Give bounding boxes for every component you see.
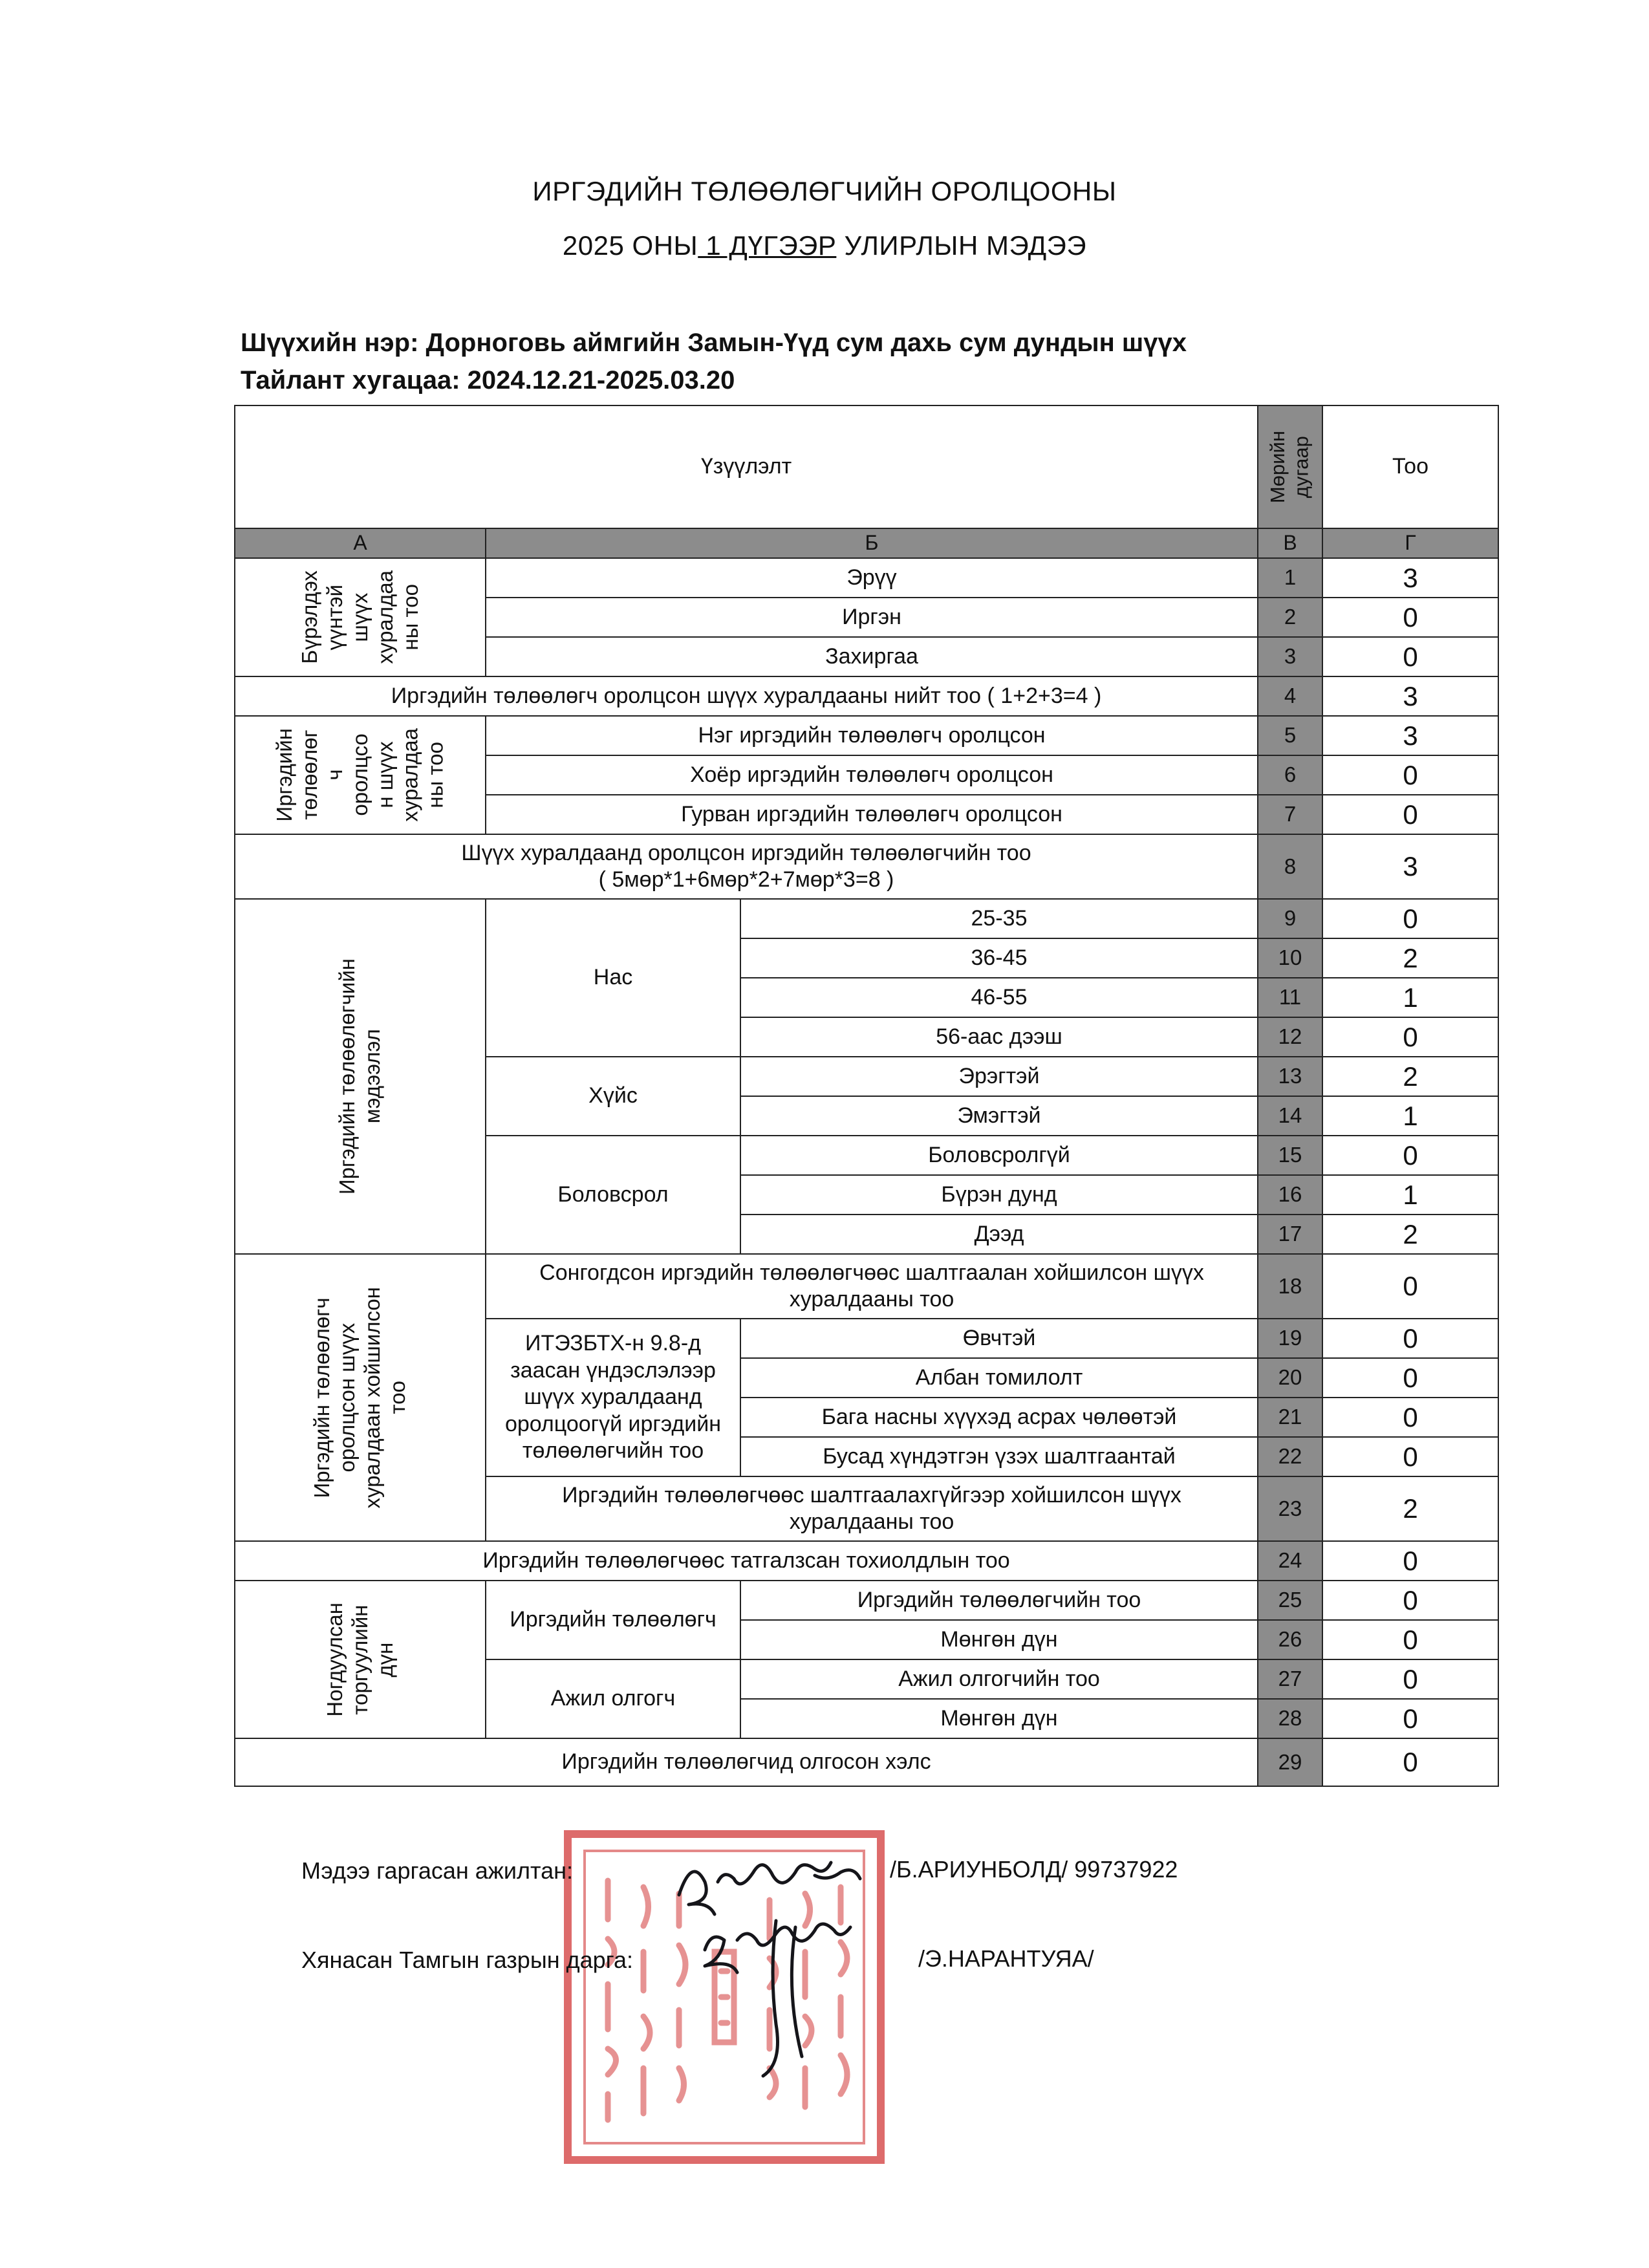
row-label: Иргэдийн төлөөлөгчөөс шалтгаалахгүйгээр хойшилсон шүүх хуралдааны тоо	[486, 1476, 1258, 1541]
row-number: 26	[1258, 1620, 1322, 1659]
row-value: 2	[1322, 1476, 1498, 1541]
row-value: 0	[1322, 795, 1498, 834]
row-label: Бүрэн дунд	[740, 1175, 1258, 1215]
row-value: 0	[1322, 1738, 1498, 1786]
group-participated: Иргэдийн төлөөлөг ч оролцсо н шүүх хуралдаа ны тоо	[235, 716, 486, 834]
row-label: Иргэдийн төлөөлөгч оролцсон шүүх хуралдааны нийт тоо ( 1+2+3=4 )	[235, 676, 1258, 716]
table-row	[235, 1738, 1498, 1786]
table-row	[235, 1254, 1498, 1319]
checked-by-name: /Э.НАРАНТУЯА/	[918, 1945, 1094, 1972]
row-number: 16	[1258, 1175, 1322, 1215]
row-value: 2	[1322, 1215, 1498, 1254]
row-label: Бага насны хүүхэд асрах чөлөөтэй	[740, 1398, 1258, 1437]
row-label: 36-45	[740, 938, 1258, 978]
row-number: 1	[1258, 558, 1322, 598]
row-value: 0	[1322, 1136, 1498, 1175]
table-row	[235, 899, 1498, 938]
row-number: 8	[1258, 834, 1322, 899]
row-number: 18	[1258, 1254, 1322, 1319]
row-label: Дээд	[740, 1215, 1258, 1254]
row-label: 56-аас дээш	[740, 1017, 1258, 1057]
table-row	[235, 1541, 1498, 1581]
row-label: Өвчтэй	[740, 1319, 1258, 1358]
row-value: 0	[1322, 1319, 1498, 1358]
row-value: 0	[1322, 755, 1498, 795]
table-row	[235, 558, 1498, 598]
row-number: 15	[1258, 1136, 1322, 1175]
row-number: 11	[1258, 978, 1322, 1017]
row-number: 19	[1258, 1319, 1322, 1358]
row-value: 0	[1322, 1659, 1498, 1699]
report-table	[234, 405, 1499, 1787]
row-number: 21	[1258, 1398, 1322, 1437]
row-number: 5	[1258, 716, 1322, 755]
education-label: Боловсрол	[486, 1136, 740, 1254]
row-number: 9	[1258, 899, 1322, 938]
row-value: 0	[1322, 1398, 1498, 1437]
row-label: Иргэдийн төлөөлөгчөөс татгалзсан тохиолдлын тоо	[235, 1541, 1258, 1581]
group-representative-info: Иргэдийн төлөөлөгчийн мэдээлэл	[235, 899, 486, 1254]
table-row	[235, 716, 1498, 755]
row-number: 28	[1258, 1699, 1322, 1738]
row-label: Иргэн	[486, 598, 1258, 637]
row-label: Гурван иргэдийн төлөөлөгч оролцсон	[486, 795, 1258, 834]
row-number: 27	[1258, 1659, 1322, 1699]
row-value: 2	[1322, 1057, 1498, 1096]
col-letter-g: Г	[1322, 528, 1498, 558]
row-label: Иргэдийн төлөөлөгчид олгосон хэлс	[235, 1738, 1258, 1786]
row-value: 0	[1322, 598, 1498, 637]
row-label: Эрүү	[486, 558, 1258, 598]
row-label: 25-35	[740, 899, 1258, 938]
employer-label: Ажил олгогч	[486, 1659, 740, 1738]
group-postponed: Иргэдийн төлөөлөгч оролцсон шүүх хуралдаан хойшилсон тоо	[235, 1254, 486, 1541]
row-number: 2	[1258, 598, 1322, 637]
row-value: 1	[1322, 1175, 1498, 1215]
group-composition: Бүрэлдэх үүнтэй шүүх хуралдаа ны тоо	[235, 558, 486, 676]
age-label: Нас	[486, 899, 740, 1057]
row-value: 0	[1322, 1620, 1498, 1659]
row-value: 0	[1322, 1017, 1498, 1057]
header-indicator: Үзүүлэлт	[235, 405, 1258, 528]
row-label: 46-55	[740, 978, 1258, 1017]
table-row	[235, 834, 1498, 899]
row-value: 0	[1322, 1699, 1498, 1738]
column-letters-row	[235, 528, 1498, 558]
row-number: 20	[1258, 1358, 1322, 1398]
row-label: Албан томилолт	[740, 1358, 1258, 1398]
title-year: 2025 ОНЫ	[562, 230, 698, 261]
row-label: Эмэгтэй	[740, 1096, 1258, 1136]
row-label: Ажил олгогчийн тоо	[740, 1659, 1258, 1699]
table-row	[235, 1581, 1498, 1620]
row-value: 1	[1322, 1096, 1498, 1136]
row-label: Иргэдийн төлөөлөгчийн тоо	[740, 1581, 1258, 1620]
row-number: 3	[1258, 637, 1322, 676]
row-number: 10	[1258, 938, 1322, 978]
row-number: 17	[1258, 1215, 1322, 1254]
row-label: Хоёр иргэдийн төлөөлөгч оролцсон	[486, 755, 1258, 795]
row-label: Нэг иргэдийн төлөөлөгч оролцсон	[486, 716, 1258, 755]
court-name: Шүүхийн нэр: Дорноговь аймгийн Замын-Үүд сум дахь сум дундын шүүх	[241, 329, 1187, 357]
header-row-number: Мөрийн дугаар	[1258, 405, 1322, 528]
row-number: 13	[1258, 1057, 1322, 1096]
report-title-line2	[0, 230, 1649, 261]
table-row	[235, 676, 1498, 716]
row-number: 14	[1258, 1096, 1322, 1136]
row-value: 3	[1322, 676, 1498, 716]
row-number: 12	[1258, 1017, 1322, 1057]
row-number: 4	[1258, 676, 1322, 716]
row-label: Эрэгтэй	[740, 1057, 1258, 1096]
row-number: 22	[1258, 1437, 1322, 1476]
header-count: Тоо	[1322, 405, 1498, 528]
row-label: Шүүх хуралдаанд оролцсон иргэдийн төлөөлөгчийн тоо ( 5мөр*1+6мөр*2+7мөр*3=8 )	[235, 834, 1258, 899]
row-value: 0	[1322, 637, 1498, 676]
row-number: 6	[1258, 755, 1322, 795]
report-title-line1: ИРГЭДИЙН ТӨЛӨӨЛӨГЧИЙН ОРОЛЦООНЫ	[532, 176, 1117, 206]
title-suffix: УЛИРЛЫН МЭДЭЭ	[836, 230, 1087, 261]
group-fines: Ногдуулсан торгуулийн дүн	[235, 1581, 486, 1738]
title-quarter: 1 ДҮГЭЭР	[698, 230, 837, 261]
row-value: 0	[1322, 1437, 1498, 1476]
prepared-by-name: /Б.АРИУНБОЛД/ 99737922	[890, 1856, 1178, 1883]
row-number: 23	[1258, 1476, 1322, 1541]
col-letter-b: Б	[486, 528, 1258, 558]
row-label: Боловсролгүй	[740, 1136, 1258, 1175]
row-label: Бусад хүндэтгэн үзэх шалтгаантай	[740, 1437, 1258, 1476]
row-value: 0	[1322, 1254, 1498, 1319]
row-value: 2	[1322, 938, 1498, 978]
itezbtx-label: ИТЭЗБТХ-н 9.8-д заасан үндэслэлээр шүүх хуралдаанд оролцоогүй иргэдийн төлөөлөгчийн тоо	[486, 1319, 740, 1476]
row-value: 3	[1322, 834, 1498, 899]
row-value: 3	[1322, 716, 1498, 755]
gender-label: Хүйс	[486, 1057, 740, 1136]
prepared-by-label: Мэдээ гаргасан ажилтан:	[301, 1857, 573, 1884]
row-number: 7	[1258, 795, 1322, 834]
rep-label: Иргэдийн төлөөлөгч	[486, 1581, 740, 1659]
row-value: 0	[1322, 899, 1498, 938]
row-value: 0	[1322, 1541, 1498, 1581]
row-label: Мөнгөн дүн	[740, 1620, 1258, 1659]
row-label: Мөнгөн дүн	[740, 1699, 1258, 1738]
col-letter-v: В	[1258, 528, 1322, 558]
row-label: Захиргаа	[486, 637, 1258, 676]
report-period: Тайлант хугацаа: 2024.12.21-2025.03.20	[241, 366, 735, 394]
table-header-row	[235, 405, 1498, 528]
handwritten-signatures	[666, 1837, 912, 2095]
row-label: Сонгогдсон иргэдийн төлөөлөгчөөс шалтгаалан хойшилсон шүүх хуралдааны тоо	[486, 1254, 1258, 1319]
row-value: 1	[1322, 978, 1498, 1017]
col-letter-a: А	[235, 528, 486, 558]
row-value: 0	[1322, 1581, 1498, 1620]
checked-by-label: Хянасан Тамгын газрын дарга:	[301, 1947, 633, 1973]
row-number: 25	[1258, 1581, 1322, 1620]
row-number: 24	[1258, 1541, 1322, 1581]
row-value: 0	[1322, 1358, 1498, 1398]
row-value: 3	[1322, 558, 1498, 598]
row-number: 29	[1258, 1738, 1322, 1786]
